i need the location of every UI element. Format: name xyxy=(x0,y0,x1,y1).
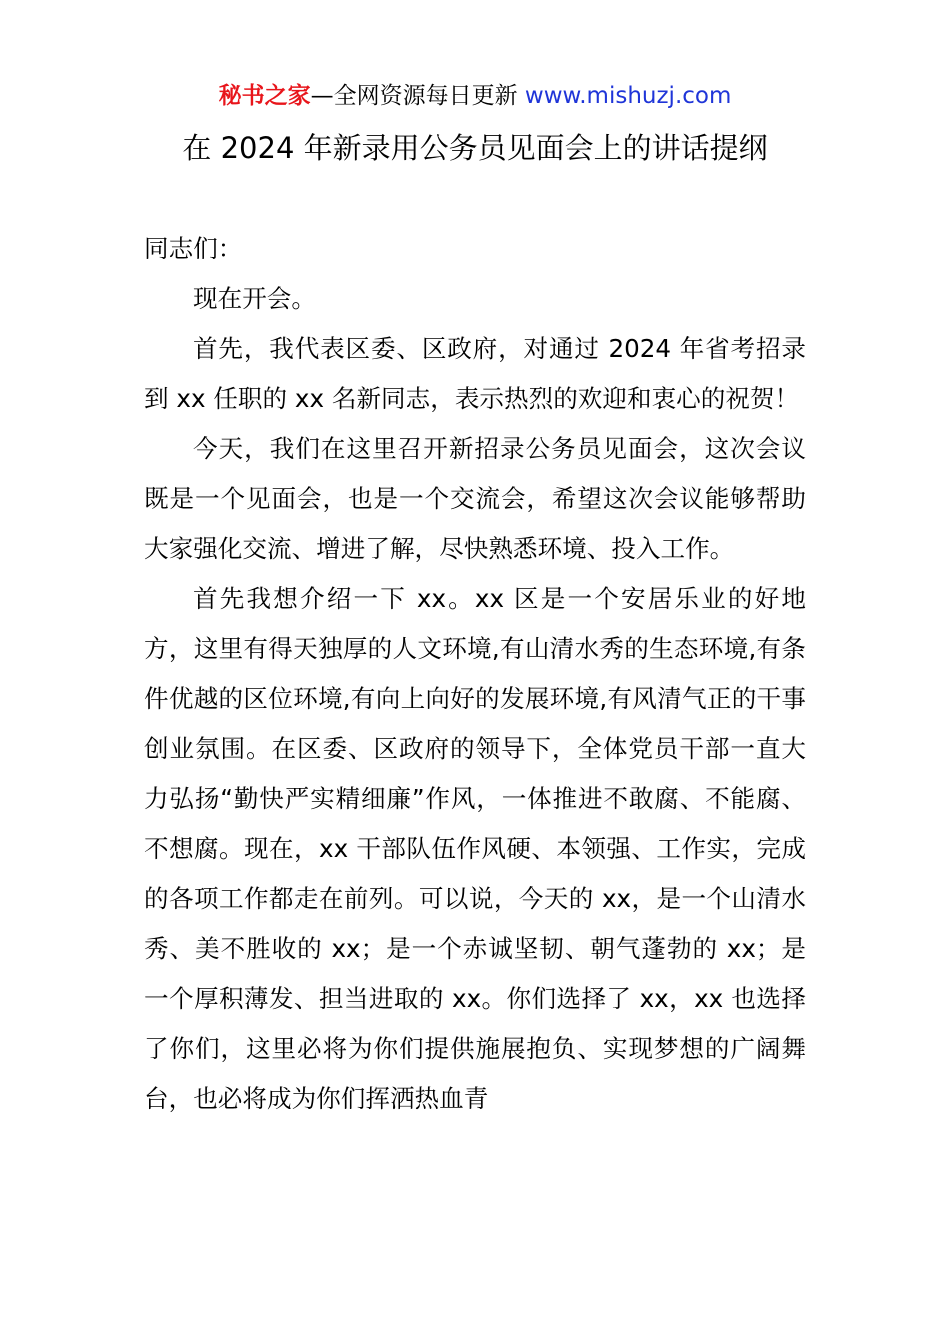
paragraph-3: 今天，我们在这里召开新招录公务员见面会，这次会议既是一个见面会，也是一个交流会，希望这次会议能够帮助大家强化交流、增进了解，尽快熟悉环境、投入工作。 xyxy=(144,434,806,563)
brand-name: 秘书之家 xyxy=(218,83,311,109)
paragraph-2: 首先，我代表区委、区政府，对通过 2024 年省考招录到 xx 任职的 xx 名新同志，表示热烈的欢迎和衷心的祝贺！ xyxy=(144,334,806,413)
paragraph-4: 首先我想介绍一下 xx。xx 区是一个安居乐业的好地方，这里有得天独厚的人文环境,有山清水秀的生态环境,有条件优越的区位环境,有向上向好的发展环境,有风清气正的干事创业氛围。在区委、区政府的领导下，全体党员干部一直大力弘扬“勤快严实精细廉”作风，一体推进不敢腐、不能腐、不想腐。现在，xx 干部队伍作风硬、本领强、工作实，完成的各项工作都走在前列。可以说，今天的 xx，是一个山清水秀、美不胜收的 xx；是一个赤诚坚韧、朝气蓬勃的 xx；是一个厚积薄发、担当进取的 xx。你们选择了 xx，xx 也选择了你们，这里必将为你们提供施展抱负、实现梦想的广阔舞台，也必将成为你们挥洒热血青 xyxy=(144,584,806,1113)
site-header xyxy=(0,80,950,112)
paragraph-1: 现在开会。 xyxy=(193,284,316,313)
site-url-link[interactable]: www.mishuzj.com xyxy=(524,83,732,109)
salutation: 同志们： xyxy=(144,234,243,263)
document-title: 在 2024 年新录用公务员见面会上的讲话提纲 xyxy=(182,131,768,165)
header-tagline: —全网资源每日更新 xyxy=(310,83,525,109)
document-body xyxy=(144,224,806,1124)
